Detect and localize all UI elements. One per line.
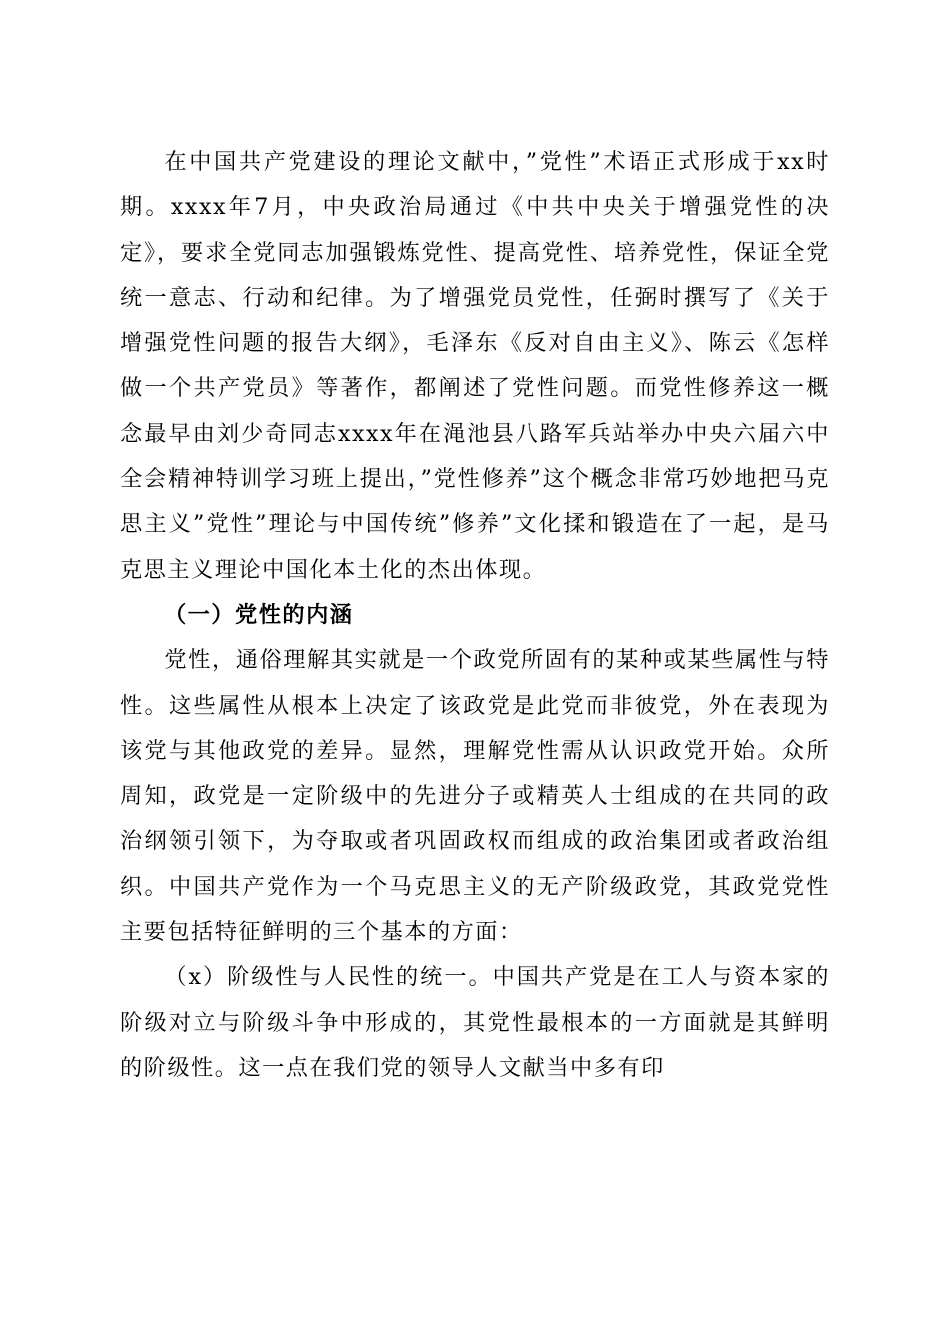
paragraph-definition: 党性，通俗理解其实就是一个政党所固有的某种或某些属性与特性。这些属性从根本上决定了该政党是此党而非彼党，外在表现为该党与其他政党的差异。显然，理解党性需从认识政党开始。众所周知，政党是一定阶级中的先进分子或精英人士组成的在共同的政治纲领引领下，为夺取或者巩固政权而组成的政治集团或者政治组织。中国共产党作为一个马克思主义的无产阶级政党，其政党党性主要包括特征鲜明的三个基本的方面： [120,647,830,946]
document-body [120,140,830,1091]
section-heading: （一）党性的内涵 [164,601,354,628]
paragraph-class-nature: （x）阶级性与人民性的统一。中国共产党是在工人与资本家的阶级对立与阶级斗争中形成的，其党性最根本的一方面就是其鲜明的阶级性。这一点在我们党的领导人文献当中多有印 [120,964,830,1081]
paragraph-intro: 在中国共产党建设的理论文献中，”党性”术语正式形成于xx时期。xxxx年7月，中央政治局通过《中共中央关于增强党性的决定》，要求全党同志加强锻炼党性、提高党性、培养党性，保证全党统一意志、行动和纪律。为了增强党员党性，任弼时撰写了《关于增强党性问题的报告大纲》，毛泽东《反对自由主义》、陈云《怎样做一个共产党员》等著作，都阐述了党性问题。而党性修养这一概念最早由刘少奇同志xxxx年在渑池县八路军兵站举办中央六届六中全会精神特训学习班上提出，”党性修养”这个概念非常巧妙地把马克思主义”党性”理论与中国传统”修养”文化揉和锻造在了一起，是马克思主义理论中国化本土化的杰出体现。 [120,149,830,583]
